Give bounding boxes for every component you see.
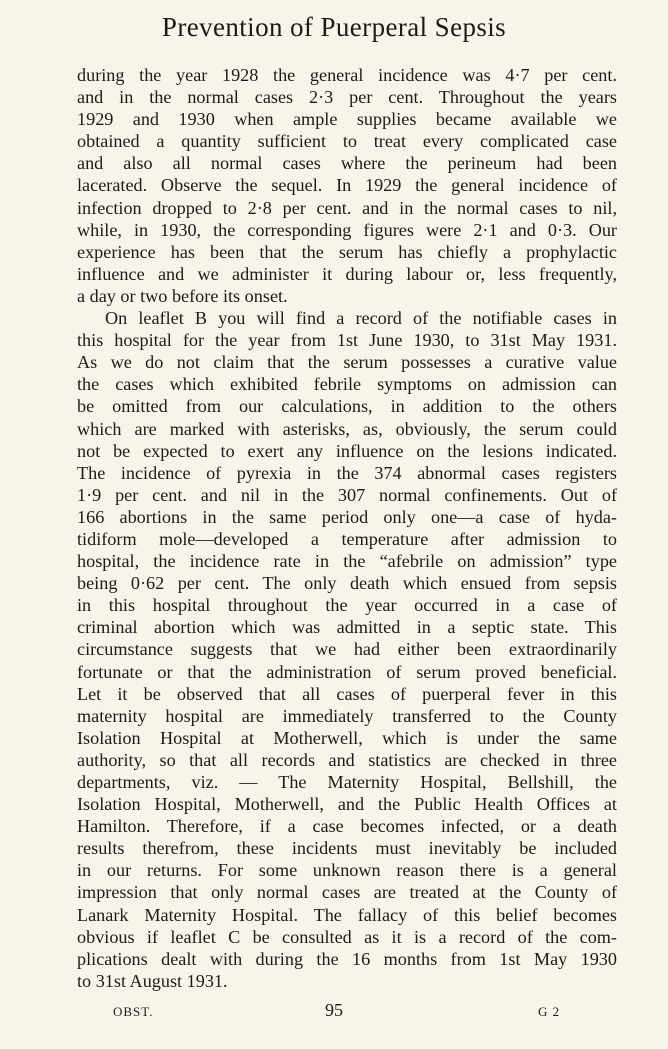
text-line: As we do not claim that the serum possesses a curative value bbox=[77, 352, 617, 373]
page-number: 95 bbox=[325, 1000, 343, 1020]
text-line: 166 abortions in the same period only one—a case of hyda- bbox=[77, 506, 617, 527]
text-line: maternity hospital are immediately transferred to the County bbox=[77, 705, 617, 726]
text-line: obtained a quantity sufficient to treat every complicated case bbox=[77, 131, 617, 152]
text-line: plications dealt with during the 16 months from 1st May 1930 bbox=[77, 948, 617, 969]
text-line: be omitted from our calculations, in addition to the others bbox=[77, 396, 617, 417]
text-line: obvious if leaflet C be consulted as it is a record of the com- bbox=[77, 926, 617, 947]
text-line: influence and we administer it during labour or, less frequently, bbox=[77, 263, 617, 284]
text-line: and in the normal cases 2·3 per cent. Throughout the years bbox=[77, 87, 617, 108]
text-line: a day or two before its onset. bbox=[77, 285, 288, 306]
text-line: this hospital for the year from 1st June 1930, to 31st May 1931. bbox=[77, 330, 617, 351]
body-text bbox=[77, 64, 617, 992]
text-line: not be expected to exert any influence on the lesions indicated. bbox=[77, 440, 617, 461]
text-line: Isolation Hospital at Motherwell, which is under the same bbox=[77, 727, 617, 748]
text-line: tidiform mole—developed a temperature after admission to bbox=[77, 528, 617, 549]
text-line: and also all normal cases where the perineum had been bbox=[77, 153, 617, 174]
running-head: Prevention of Puerperal Sepsis bbox=[161, 12, 507, 42]
page-footer bbox=[0, 1002, 668, 1024]
text-line: results therefrom, these incidents must inevitably be included bbox=[77, 838, 617, 859]
text-line: the cases which exhibited febrile symptoms on admission can bbox=[77, 374, 617, 395]
text-line: while, in 1930, the corresponding figures were 2·1 and 0·3. Our bbox=[77, 219, 617, 240]
text-line: departments, viz. — The Maternity Hospital, Bellshill, the bbox=[77, 772, 617, 792]
paragraph-start-line: On leaflet B you will find a record of the notifiable cases in bbox=[105, 308, 617, 329]
text-line: to 31st August 1931. bbox=[77, 970, 228, 991]
text-line: Let it be observed that all cases of puerperal fever in this bbox=[77, 683, 617, 704]
signature-mark-right: G 2 bbox=[538, 1004, 561, 1019]
text-line: experience has been that the serum has chiefly a prophylactic bbox=[77, 241, 617, 262]
text-line: lacerated. Observe the sequel. In 1929 the general incidence of bbox=[77, 175, 617, 196]
text-line: Hamilton. Therefore, if a case becomes infected, or a death bbox=[77, 816, 617, 837]
text-line: authority, so that all records and statistics are checked in three bbox=[77, 749, 617, 770]
text-line: circumstance suggests that we had either been extraordinarily bbox=[77, 639, 617, 660]
text-line: infection dropped to 2·8 per cent. and in the normal cases to nil, bbox=[77, 197, 617, 218]
text-line: hospital, the incidence rate in the “afebrile on admission” type bbox=[77, 551, 617, 572]
text-line: Lanark Maternity Hospital. The fallacy of this belief becomes bbox=[77, 904, 617, 925]
text-line: impression that only normal cases are treated at the County of bbox=[77, 882, 617, 903]
text-line: being 0·62 per cent. The only death which ensued from sepsis bbox=[77, 573, 617, 594]
text-line: in this hospital throughout the year occurred in a case of bbox=[77, 595, 617, 616]
text-line: Isolation Hospital, Motherwell, and the Public Health Offices at bbox=[77, 794, 617, 815]
text-line: 1929 and 1930 when ample supplies became available we bbox=[77, 109, 617, 130]
text-line: 1·9 per cent. and nil in the 307 normal confinements. Out of bbox=[77, 484, 617, 505]
text-line: The incidence of pyrexia in the 374 abnormal cases registers bbox=[77, 462, 617, 483]
text-line: which are marked with asterisks, as, obviously, the serum could bbox=[77, 418, 617, 439]
text-line: during the year 1928 the general incidence was 4·7 per cent. bbox=[77, 65, 617, 85]
text-line: in our returns. For some unknown reason there is a general bbox=[77, 860, 617, 881]
text-line: fortunate or that the administration of serum proved beneficial. bbox=[77, 661, 617, 682]
text-line: criminal abortion which was admitted in a septic state. This bbox=[77, 617, 617, 638]
signature-mark-left: OBST. bbox=[113, 1004, 154, 1019]
